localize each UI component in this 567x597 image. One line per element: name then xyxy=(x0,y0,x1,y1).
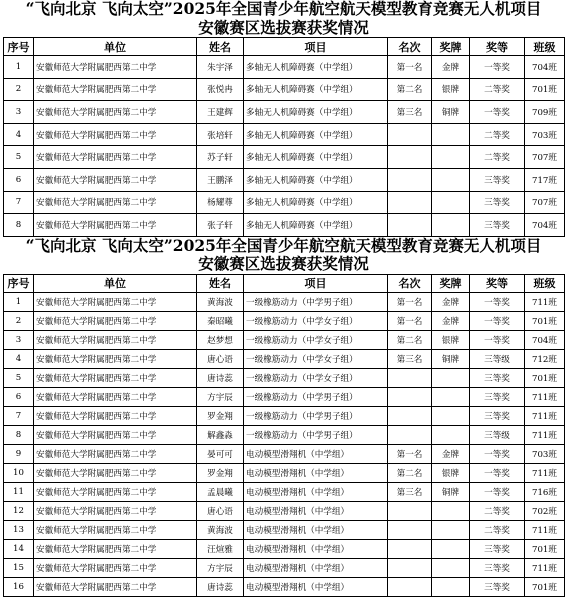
cell-col-school: 安徽师范大学附属肥西第二中学 xyxy=(34,311,197,330)
cell-col-index: 2 xyxy=(4,311,34,330)
cell-col-rank: 第一名 xyxy=(388,56,432,79)
cell-col-index: 6 xyxy=(4,168,34,191)
cell-col-award: 三等奖 xyxy=(470,191,525,214)
cell-col-school: 安徽师范大学附属肥西第二中学 xyxy=(34,101,197,124)
cell-col-rank xyxy=(388,368,432,387)
cell-col-award: 二等奖 xyxy=(470,78,525,101)
cell-col-name: 王鹏泽 xyxy=(197,168,244,191)
cell-col-event: 电动模型滑翔机（中学组） xyxy=(244,539,388,558)
cell-col-rank: 第二名 xyxy=(388,330,432,349)
cell-col-rank xyxy=(388,577,432,596)
cell-col-rank xyxy=(388,146,432,169)
cell-col-school: 安徽师范大学附属肥西第二中学 xyxy=(34,349,197,368)
award-table-2 xyxy=(3,274,565,597)
table-row xyxy=(4,463,565,482)
cell-col-school: 安徽师范大学附属肥西第二中学 xyxy=(34,387,197,406)
cell-col-event: 一级橡筋动力（中学女子组） xyxy=(244,330,388,349)
table-row xyxy=(4,349,565,368)
cell-col-rank: 第一名 xyxy=(388,311,432,330)
header-col-name: 姓名 xyxy=(197,274,244,292)
cell-col-award: 二等奖 xyxy=(470,501,525,520)
cell-col-index: 12 xyxy=(4,501,34,520)
cell-col-medal: 金牌 xyxy=(432,311,470,330)
header-col-medal: 奖牌 xyxy=(432,38,470,56)
cell-col-rank xyxy=(388,168,432,191)
cell-col-award: 三等奖 xyxy=(470,387,525,406)
cell-col-award: 三等奖 xyxy=(470,539,525,558)
cell-col-name: 赵梦想 xyxy=(197,330,244,349)
cell-col-class: 709班 xyxy=(525,101,565,124)
cell-col-name: 晏可可 xyxy=(197,444,244,463)
cell-col-event: 一级橡筋动力（中学女子组） xyxy=(244,349,388,368)
cell-col-school: 安徽师范大学附属肥西第二中学 xyxy=(34,482,197,501)
cell-col-medal xyxy=(432,387,470,406)
table-row xyxy=(4,123,565,146)
cell-col-event: 电动模型滑翔机（中学组） xyxy=(244,558,388,577)
table-row xyxy=(4,168,565,191)
cell-col-medal: 金牌 xyxy=(432,292,470,311)
cell-col-rank: 第三名 xyxy=(388,482,432,501)
cell-col-class: 703班 xyxy=(525,123,565,146)
cell-col-rank xyxy=(388,191,432,214)
cell-col-medal: 银牌 xyxy=(432,78,470,101)
cell-col-school: 安徽师范大学附属肥西第二中学 xyxy=(34,444,197,463)
cell-col-name: 王建辉 xyxy=(197,101,244,124)
header-col-rank: 名次 xyxy=(388,274,432,292)
cell-col-name: 张子轩 xyxy=(197,214,244,237)
cell-col-award: 二等奖 xyxy=(470,123,525,146)
cell-col-medal xyxy=(432,577,470,596)
table-row xyxy=(4,368,565,387)
table-header-row xyxy=(4,274,565,292)
cell-col-medal: 铜牌 xyxy=(432,482,470,501)
table-row xyxy=(4,501,565,520)
cell-col-class: 711班 xyxy=(525,406,565,425)
cell-col-award: 一等奖 xyxy=(470,56,525,79)
table-row xyxy=(4,78,565,101)
cell-col-medal xyxy=(432,214,470,237)
cell-col-award: 二等奖 xyxy=(470,146,525,169)
cell-col-name: 唐诗蕊 xyxy=(197,368,244,387)
cell-col-medal: 金牌 xyxy=(432,444,470,463)
header-col-index: 序号 xyxy=(4,38,34,56)
header-col-rank: 名次 xyxy=(388,38,432,56)
cell-col-event: 一级橡筋动力（中学女子组） xyxy=(244,368,388,387)
cell-col-event: 一级橡筋动力（中学男子组） xyxy=(244,387,388,406)
table-row xyxy=(4,101,565,124)
cell-col-name: 唐诗蕊 xyxy=(197,577,244,596)
cell-col-name: 黄海波 xyxy=(197,292,244,311)
cell-col-class: 707班 xyxy=(525,191,565,214)
cell-col-index: 7 xyxy=(4,406,34,425)
cell-col-index: 14 xyxy=(4,539,34,558)
cell-col-name: 罗金翔 xyxy=(197,406,244,425)
header-col-class: 班级 xyxy=(525,274,565,292)
table-row xyxy=(4,191,565,214)
cell-col-school: 安徽师范大学附属肥西第二中学 xyxy=(34,146,197,169)
cell-col-index: 3 xyxy=(4,330,34,349)
cell-col-name: 方宇辰 xyxy=(197,558,244,577)
cell-col-award: 一等奖 xyxy=(470,311,525,330)
award-section-2 xyxy=(3,237,564,597)
cell-col-school: 安徽师范大学附属肥西第二中学 xyxy=(34,123,197,146)
cell-col-rank xyxy=(388,558,432,577)
cell-col-school: 安徽师范大学附属肥西第二中学 xyxy=(34,191,197,214)
cell-col-award: 一等奖 xyxy=(470,101,525,124)
cell-col-class: 704班 xyxy=(525,214,565,237)
cell-col-index: 3 xyxy=(4,101,34,124)
cell-col-medal xyxy=(432,520,470,539)
cell-col-class: 701班 xyxy=(525,577,565,596)
cell-col-school: 安徽师范大学附属肥西第二中学 xyxy=(34,539,197,558)
table-body xyxy=(4,56,565,237)
cell-col-event: 一级橡筋动力（中学男子组） xyxy=(244,292,388,311)
cell-col-medal: 银牌 xyxy=(432,463,470,482)
cell-col-medal xyxy=(432,191,470,214)
table-row xyxy=(4,330,565,349)
cell-col-class: 703班 xyxy=(525,444,565,463)
cell-col-school: 安徽师范大学附属肥西第二中学 xyxy=(34,292,197,311)
cell-col-award: 三等级 xyxy=(470,349,525,368)
cell-col-name: 黄海波 xyxy=(197,520,244,539)
header-col-school: 单位 xyxy=(34,274,197,292)
cell-col-index: 6 xyxy=(4,387,34,406)
table-row xyxy=(4,444,565,463)
cell-col-class: 711班 xyxy=(525,425,565,444)
cell-col-index: 5 xyxy=(4,146,34,169)
cell-col-name: 罗金翔 xyxy=(197,463,244,482)
cell-col-medal xyxy=(432,123,470,146)
table-body xyxy=(4,292,565,596)
cell-col-index: 9 xyxy=(4,444,34,463)
cell-col-event: 多轴无人机障碍赛（中学组） xyxy=(244,56,388,79)
table-row xyxy=(4,482,565,501)
cell-col-event: 电动模型滑翔机（中学组） xyxy=(244,577,388,596)
cell-col-medal xyxy=(432,425,470,444)
cell-col-class: 702班 xyxy=(525,501,565,520)
table-header-row xyxy=(4,38,565,56)
cell-col-award: 三等奖 xyxy=(470,368,525,387)
cell-col-event: 多轴无人机障碍赛（中学组） xyxy=(244,146,388,169)
cell-col-rank xyxy=(388,539,432,558)
cell-col-index: 1 xyxy=(4,292,34,311)
cell-col-school: 安徽师范大学附属肥西第二中学 xyxy=(34,501,197,520)
cell-col-index: 16 xyxy=(4,577,34,596)
cell-col-event: 一级橡筋动力（中学女子组） xyxy=(244,311,388,330)
cell-col-index: 1 xyxy=(4,56,34,79)
cell-col-name: 汪煊雅 xyxy=(197,539,244,558)
cell-col-name: 张悦冉 xyxy=(197,78,244,101)
cell-col-medal xyxy=(432,168,470,191)
cell-col-medal xyxy=(432,558,470,577)
cell-col-class: 711班 xyxy=(525,387,565,406)
table-row xyxy=(4,146,565,169)
section-title-line1: “飞向北京 飞向太空”2025年全国青少年航空航天模型教育竞赛无人机项目 xyxy=(25,235,542,255)
cell-col-award: 三等奖 xyxy=(470,406,525,425)
cell-col-rank xyxy=(388,520,432,539)
cell-col-index: 10 xyxy=(4,463,34,482)
table-row xyxy=(4,214,565,237)
cell-col-rank: 第二名 xyxy=(388,78,432,101)
cell-col-award: 三等奖 xyxy=(470,577,525,596)
cell-col-rank: 第三名 xyxy=(388,349,432,368)
cell-col-name: 唐心语 xyxy=(197,349,244,368)
cell-col-event: 多轴无人机障碍赛（中学组） xyxy=(244,191,388,214)
header-col-event: 项目 xyxy=(244,38,388,56)
table-row xyxy=(4,425,565,444)
header-col-name: 姓名 xyxy=(197,38,244,56)
cell-col-index: 4 xyxy=(4,349,34,368)
cell-col-event: 多轴无人机障碍赛（中学组） xyxy=(244,101,388,124)
cell-col-medal xyxy=(432,146,470,169)
cell-col-class: 704班 xyxy=(525,330,565,349)
cell-col-index: 8 xyxy=(4,214,34,237)
cell-col-class: 701班 xyxy=(525,368,565,387)
cell-col-school: 安徽师范大学附属肥西第二中学 xyxy=(34,368,197,387)
table-row xyxy=(4,292,565,311)
cell-col-rank: 第二名 xyxy=(388,463,432,482)
header-col-school: 单位 xyxy=(34,38,197,56)
cell-col-school: 安徽师范大学附属肥西第二中学 xyxy=(34,520,197,539)
cell-col-award: 二等奖 xyxy=(470,520,525,539)
table-row xyxy=(4,539,565,558)
cell-col-index: 7 xyxy=(4,191,34,214)
cell-col-award: 三等奖 xyxy=(470,214,525,237)
cell-col-medal: 铜牌 xyxy=(432,349,470,368)
cell-col-name: 方宇辰 xyxy=(197,387,244,406)
cell-col-class: 712班 xyxy=(525,349,565,368)
cell-col-index: 13 xyxy=(4,520,34,539)
cell-col-name: 孟晨曦 xyxy=(197,482,244,501)
cell-col-rank xyxy=(388,501,432,520)
cell-col-award: 一等奖 xyxy=(470,463,525,482)
cell-col-class: 707班 xyxy=(525,146,565,169)
cell-col-class: 711班 xyxy=(525,558,565,577)
cell-col-event: 多轴无人机障碍赛（中学组） xyxy=(244,78,388,101)
section-title-line2: 安徽赛区选拔赛获奖情况 xyxy=(198,17,369,37)
cell-col-index: 8 xyxy=(4,425,34,444)
cell-col-index: 5 xyxy=(4,368,34,387)
cell-col-school: 安徽师范大学附属肥西第二中学 xyxy=(34,577,197,596)
cell-col-index: 15 xyxy=(4,558,34,577)
cell-col-index: 4 xyxy=(4,123,34,146)
header-col-class: 班级 xyxy=(525,38,565,56)
header-col-award: 奖等 xyxy=(470,38,525,56)
cell-col-school: 安徽师范大学附属肥西第二中学 xyxy=(34,78,197,101)
cell-col-event: 多轴无人机障碍赛（中学组） xyxy=(244,214,388,237)
award-section-1 xyxy=(3,0,564,237)
cell-col-event: 多轴无人机障碍赛（中学组） xyxy=(244,168,388,191)
cell-col-event: 电动模型滑翔机（中学组） xyxy=(244,463,388,482)
cell-col-index: 11 xyxy=(4,482,34,501)
cell-col-class: 717班 xyxy=(525,168,565,191)
cell-col-class: 716班 xyxy=(525,482,565,501)
header-col-index: 序号 xyxy=(4,274,34,292)
cell-col-class: 701班 xyxy=(525,311,565,330)
table-row xyxy=(4,520,565,539)
cell-col-rank xyxy=(388,406,432,425)
cell-col-event: 一级橡筋动力（中学男子组） xyxy=(244,425,388,444)
cell-col-index: 2 xyxy=(4,78,34,101)
cell-col-award: 三等级 xyxy=(470,425,525,444)
cell-col-name: 秦昭曦 xyxy=(197,311,244,330)
cell-col-award: 一等奖 xyxy=(470,330,525,349)
cell-col-school: 安徽师范大学附属肥西第二中学 xyxy=(34,558,197,577)
cell-col-event: 电动模型滑翔机（中学组） xyxy=(244,444,388,463)
cell-col-award: 一等奖 xyxy=(470,482,525,501)
cell-col-school: 安徽师范大学附属肥西第二中学 xyxy=(34,330,197,349)
cell-col-medal: 铜牌 xyxy=(432,101,470,124)
cell-col-event: 一级橡筋动力（中学男子组） xyxy=(244,406,388,425)
cell-col-name: 朱宇泽 xyxy=(197,56,244,79)
cell-col-name: 解鑫淼 xyxy=(197,425,244,444)
cell-col-class: 711班 xyxy=(525,463,565,482)
award-table-1 xyxy=(3,37,565,237)
cell-col-class: 701班 xyxy=(525,539,565,558)
header-col-award: 奖等 xyxy=(470,274,525,292)
table-row xyxy=(4,406,565,425)
cell-col-event: 电动模型滑翔机（中学组） xyxy=(244,501,388,520)
cell-col-school: 安徽师范大学附属肥西第二中学 xyxy=(34,168,197,191)
cell-col-medal: 金牌 xyxy=(432,56,470,79)
cell-col-event: 电动模型滑翔机（中学组） xyxy=(244,482,388,501)
cell-col-event: 多轴无人机障碍赛（中学组） xyxy=(244,123,388,146)
cell-col-award: 一等奖 xyxy=(470,292,525,311)
cell-col-class: 711班 xyxy=(525,292,565,311)
table-row xyxy=(4,577,565,596)
header-col-event: 项目 xyxy=(244,274,388,292)
cell-col-rank: 第一名 xyxy=(388,292,432,311)
cell-col-medal xyxy=(432,406,470,425)
cell-col-medal xyxy=(432,539,470,558)
cell-col-class: 711班 xyxy=(525,520,565,539)
cell-col-name: 张培轩 xyxy=(197,123,244,146)
cell-col-award: 一等奖 xyxy=(470,444,525,463)
cell-col-rank xyxy=(388,214,432,237)
cell-col-rank xyxy=(388,123,432,146)
cell-col-medal: 银牌 xyxy=(432,330,470,349)
table-row xyxy=(4,387,565,406)
cell-col-award: 三等奖 xyxy=(470,558,525,577)
cell-col-award: 三等奖 xyxy=(470,168,525,191)
cell-col-rank xyxy=(388,387,432,406)
cell-col-rank xyxy=(388,425,432,444)
cell-col-school: 安徽师范大学附属肥西第二中学 xyxy=(34,463,197,482)
cell-col-school: 安徽师范大学附属肥西第二中学 xyxy=(34,56,197,79)
cell-col-school: 安徽师范大学附属肥西第二中学 xyxy=(34,406,197,425)
cell-col-medal xyxy=(432,501,470,520)
cell-col-name: 唐心语 xyxy=(197,501,244,520)
section-title-line2: 安徽赛区选拔赛获奖情况 xyxy=(198,254,369,274)
cell-col-school: 安徽师范大学附属肥西第二中学 xyxy=(34,425,197,444)
table-row xyxy=(4,558,565,577)
cell-col-name: 杨耀尊 xyxy=(197,191,244,214)
header-col-medal: 奖牌 xyxy=(432,274,470,292)
table-row xyxy=(4,56,565,79)
cell-col-rank: 第三名 xyxy=(388,101,432,124)
cell-col-medal xyxy=(432,368,470,387)
cell-col-school: 安徽师范大学附属肥西第二中学 xyxy=(34,214,197,237)
cell-col-event: 电动模型滑翔机（中学组） xyxy=(244,520,388,539)
cell-col-class: 701班 xyxy=(525,78,565,101)
cell-col-name: 苏子轩 xyxy=(197,146,244,169)
section-title-line1: “飞向北京 飞向太空”2025年全国青少年航空航天模型教育竞赛无人机项目 xyxy=(25,0,542,18)
table-row xyxy=(4,311,565,330)
cell-col-rank: 第一名 xyxy=(388,444,432,463)
cell-col-class: 704班 xyxy=(525,56,565,79)
